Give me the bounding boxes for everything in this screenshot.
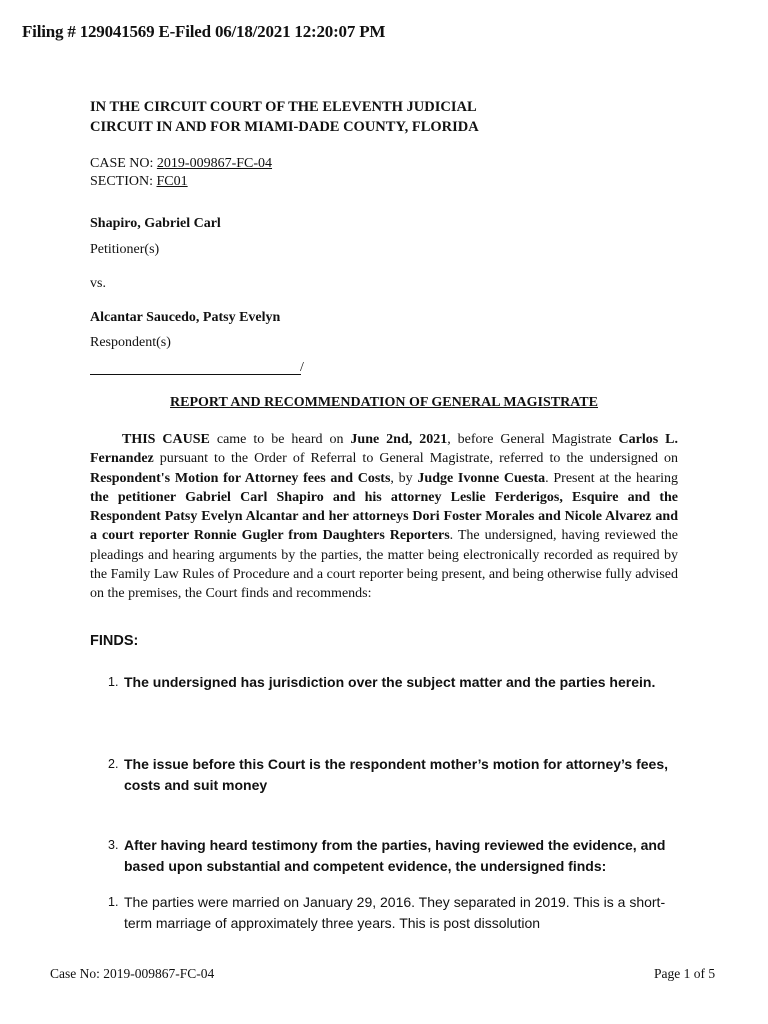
finding-number: 2. [108,757,119,771]
motion-name: Respondent's Motion for Attorney fees and Costs [90,470,391,486]
case-info [90,155,272,191]
judge-name: Judge Ivonne Cuesta [417,470,546,486]
body-text: , before General Magistrate [447,432,619,447]
body-text: . The undersigned, having reviewed the pleadings and hearing arguments by the parties, the matter being electronically recorded as required by the Family Law Rules of Procedure and a court reporter being present, and being otherwise fully advised on the premises, the Court finds and recommends: [90,528,678,602]
case-number-row [90,155,272,173]
finding-number: 1. [108,895,119,909]
court-line-2: CIRCUIT IN AND FOR MIAMI-DADE COUNTY, FLORIDA [90,119,479,135]
court-caption [90,97,479,137]
document-title: REPORT AND RECOMMENDATION OF GENERAL MAGISTRATE [170,395,598,410]
finding-item-2 [108,754,678,796]
finding-text: The parties were married on January 29, 2016. They separated in 2019. This is a short-term marriage of approximately three years. This is post dissolution [124,894,666,931]
finding-number: 1. [108,675,119,689]
case-number: 2019-009867-FC-04 [156,156,273,171]
case-number-label: CASE NO: [90,156,157,171]
attendees: the petitioner Gabriel Carl Shapiro and his attorney Leslie Ferderigos, Esquire and the Respondent Patsy Evelyn Alcantar and her attorneys Dori Foster Morales and Nicole Alvarez and a court reporter Ronnie Gugler from Daughters Reporters [90,489,678,544]
court-line-1: IN THE CIRCUIT COURT OF THE ELEVENTH JUDICIAL [90,99,477,115]
body-text: , by [390,470,418,486]
section-row [90,173,272,191]
versus: vs. [90,276,106,291]
finding-number: 3. [108,838,119,852]
finding-item-4 [108,892,678,934]
respondent-label: Respondent(s) [90,335,171,350]
body-text: came to be heard on [209,432,351,447]
signature-slash: / [300,360,304,375]
finding-item-3 [108,835,678,877]
finding-text: The undersigned has jurisdiction over the subject matter and the parties herein. [124,674,656,690]
hearing-date: June 2nd, 2021 [350,432,448,447]
respondent-name: Alcantar Saucedo, Patsy Evelyn [90,310,281,325]
signature-line [90,358,301,375]
filing-header: Filing # 129041569 E-Filed 06/18/2021 12:20:07 PM [22,22,386,41]
finding-item-1 [108,672,678,693]
petitioner-label: Petitioner(s) [90,242,160,257]
magistrate-name: Carlos L. Fernandez [90,432,678,467]
section-value: FC01 [156,174,188,189]
footer-page-number: Page 1 of 5 [654,966,716,981]
finds-heading: FINDS: [90,633,139,649]
section-label: SECTION: [90,174,157,189]
this-cause: THIS CAUSE [122,432,210,447]
body-text: . Present at the hearing [545,470,679,486]
footer-case-number: Case No: 2019-009867-FC-04 [50,966,215,981]
finding-text: After having heard testimony from the parties, having reviewed the evidence, and based upon substantial and competent evidence, the undersigned finds: [124,837,666,874]
body-text: pursuant to the Order of Referral to General Magistrate, referred to the undersigned on [153,451,678,467]
petitioner-name: Shapiro, Gabriel Carl [90,216,221,231]
finding-text: The issue before this Court is the respondent mother’s motion for attorney’s fees, costs and suit money [124,756,669,793]
intro-paragraph [90,430,678,604]
